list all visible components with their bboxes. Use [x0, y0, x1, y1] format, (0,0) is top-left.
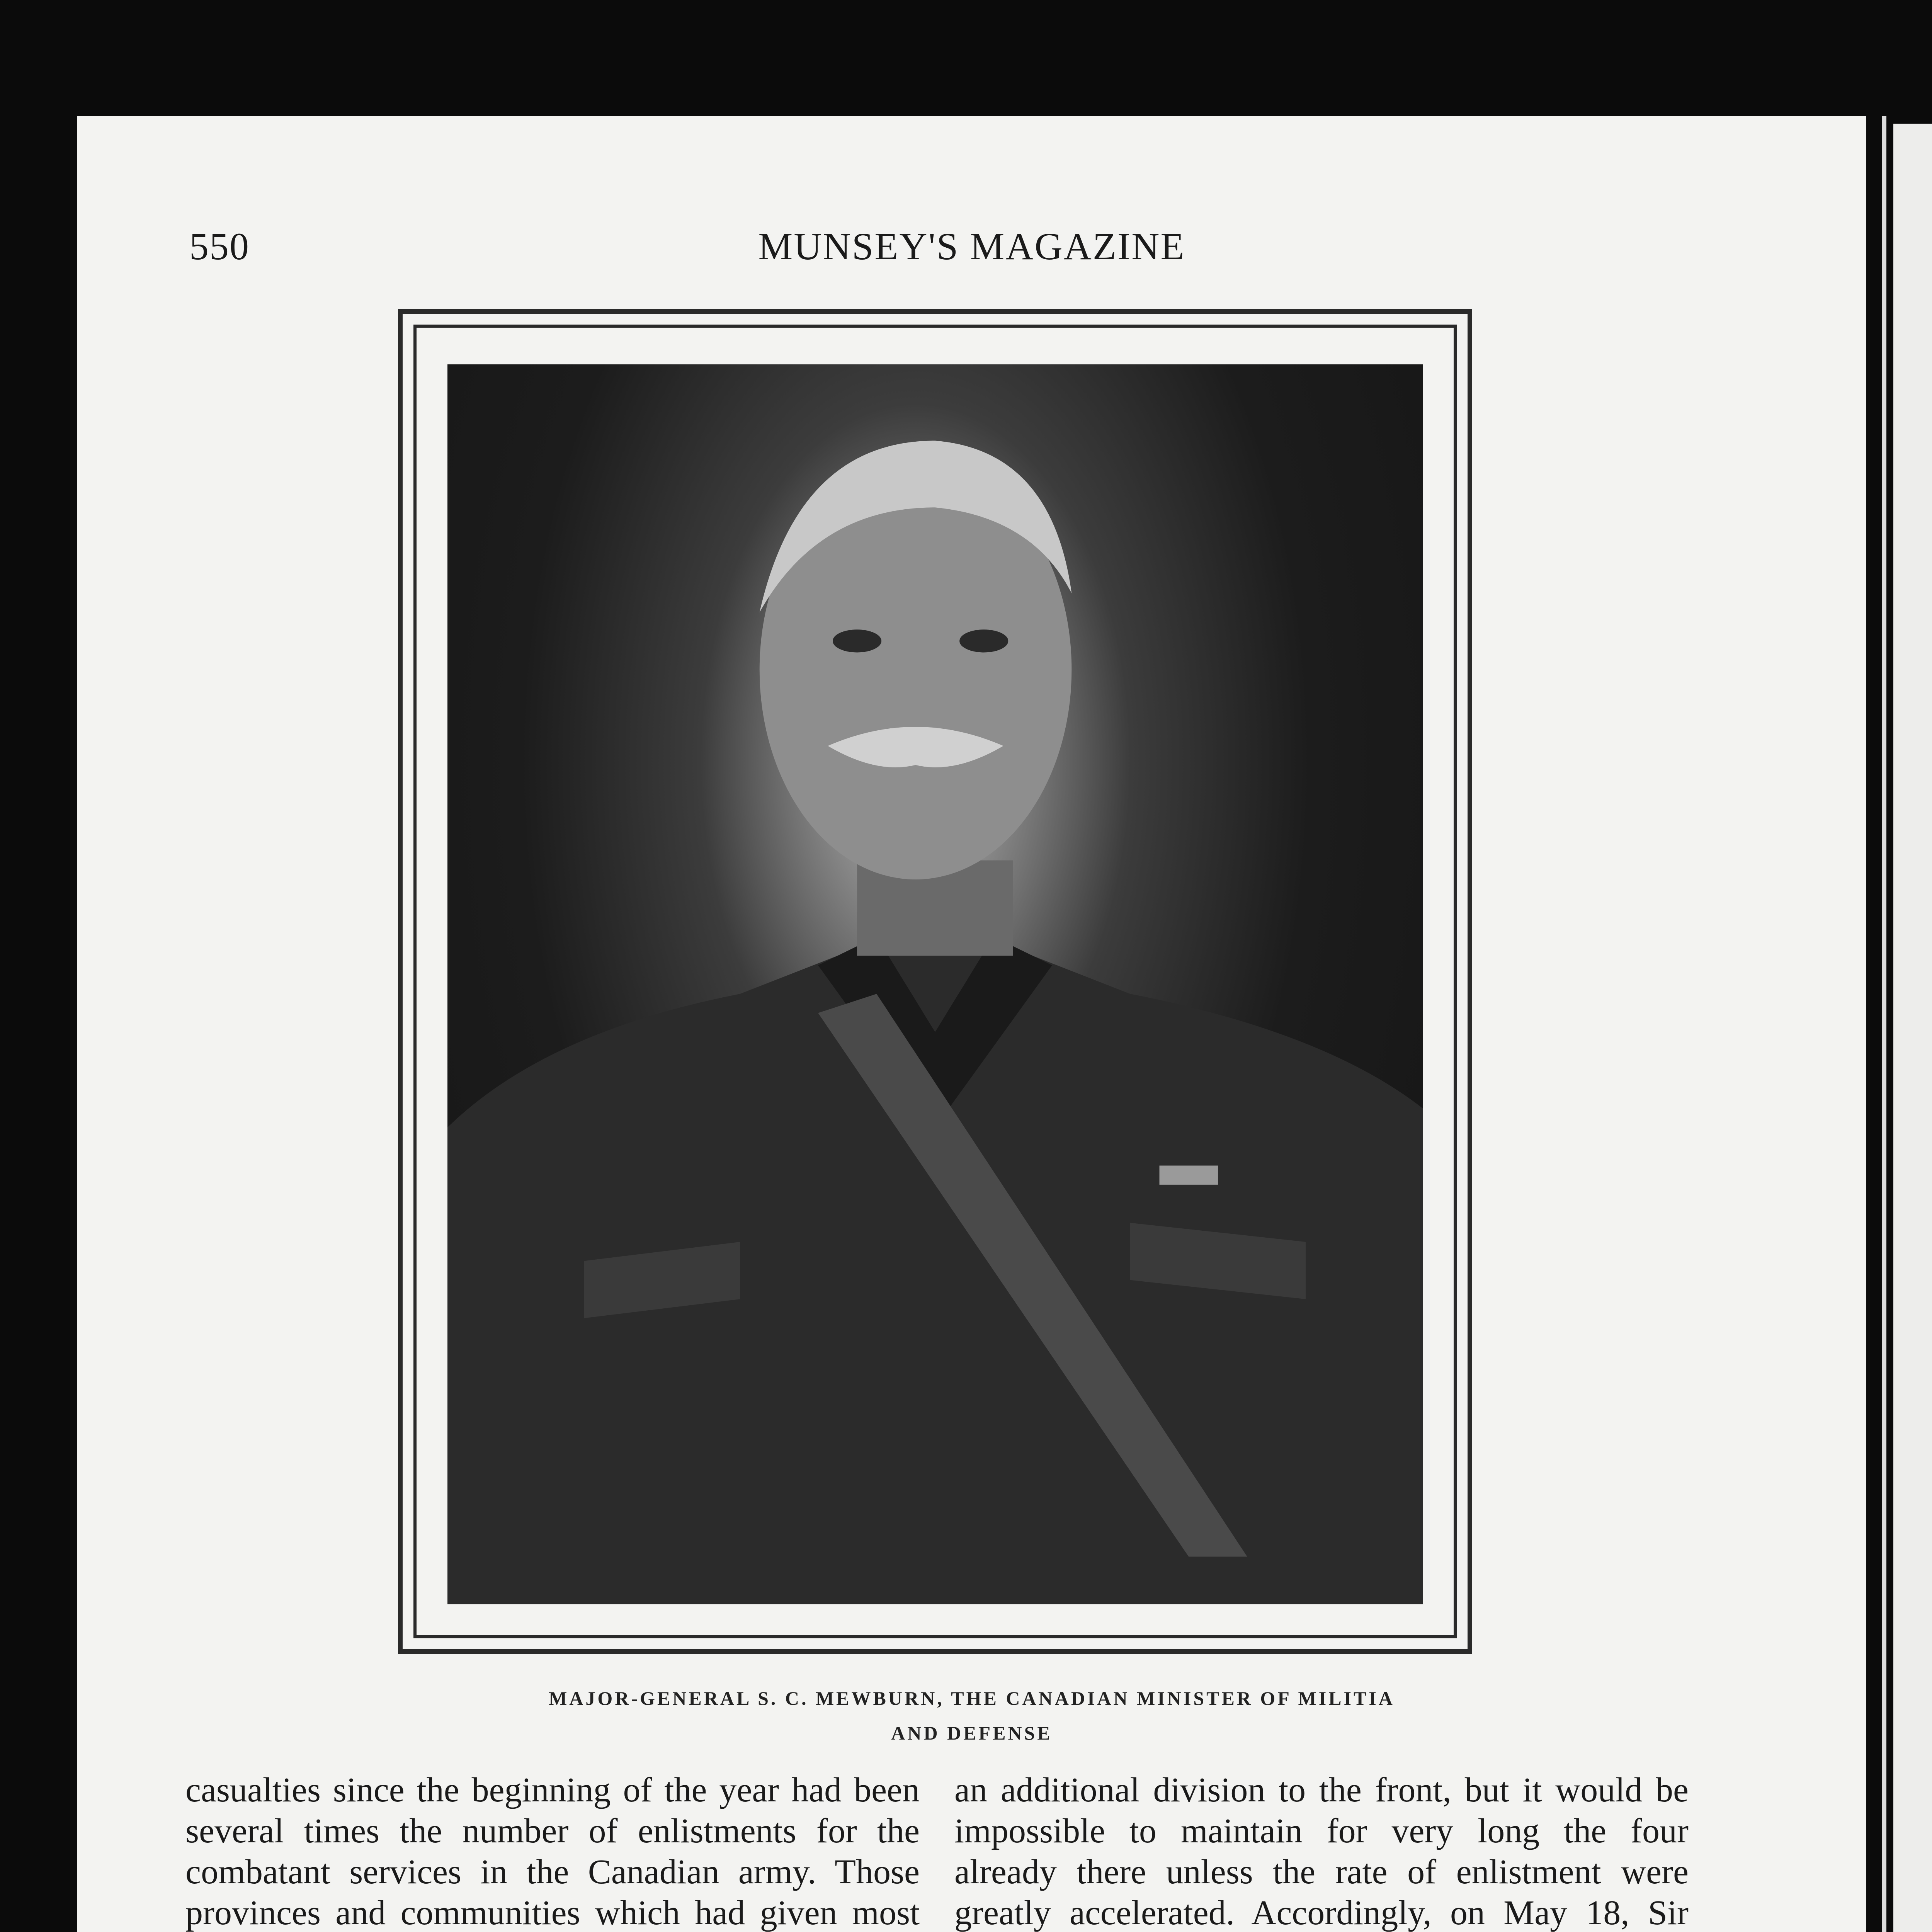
- portrait-inner-border: [413, 325, 1457, 1638]
- paragraph: casualties since the beginning of the year had been several times the number of enlistments for the combatant services in the Canadian army. Those provinces and communities which had given most: [185, 1771, 920, 1932]
- magazine-page: [77, 116, 1866, 1932]
- right-column: [954, 1770, 1689, 1932]
- running-title: MUNSEY'S MAGAZINE: [758, 225, 1185, 268]
- adjacent-page-sliver: [1893, 124, 1932, 1932]
- portrait-photo: [447, 364, 1423, 1604]
- caption-line-2: AND DEFENSE: [891, 1722, 1053, 1744]
- page-edge: [1882, 116, 1886, 1932]
- left-column: [185, 1770, 920, 1932]
- page-number: 550: [189, 225, 250, 268]
- figure-caption: [77, 1681, 1866, 1750]
- portrait-frame: [398, 309, 1472, 1654]
- portrait-silhouette: [447, 364, 1423, 1604]
- caption-line-1: MAJOR-GENERAL S. C. MEWBURN, THE CANADIAN MINISTER OF MILITIA: [549, 1687, 1395, 1709]
- page-header: [77, 224, 1866, 278]
- paragraph: an additional division to the front, but it would be impossible to maintain for very long the four already there unless the rate of enlistment were greatly accelerated. Accordingly, on May 18, Sir: [954, 1771, 1689, 1932]
